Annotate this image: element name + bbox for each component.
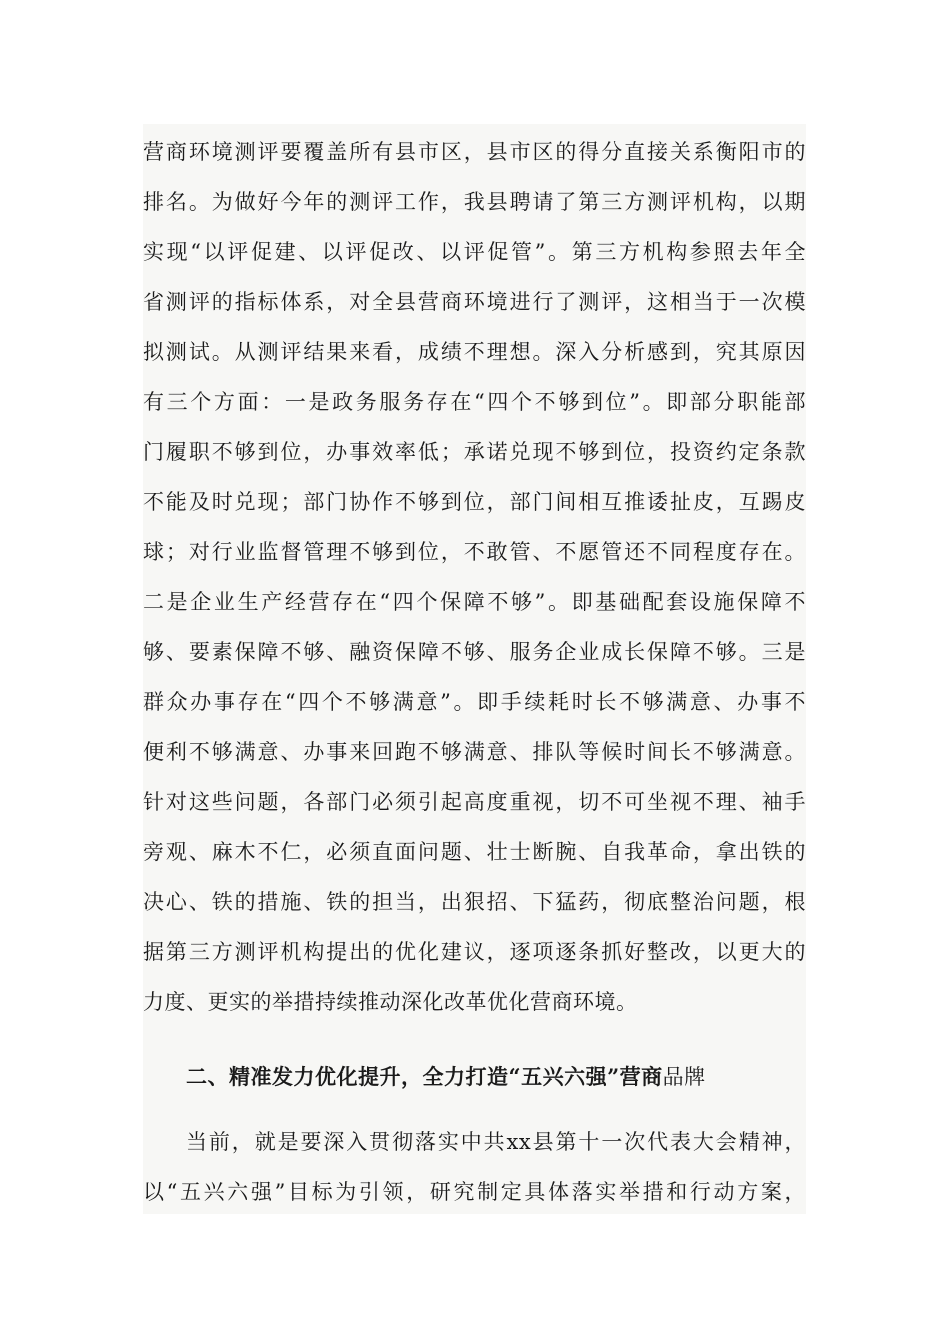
text-line: 针对这些问题，各部门必须引起高度重视，切不可坐视不理、袖手 <box>143 790 806 814</box>
text-line: 二是企业生产经营存在“四个保障不够”。即基础配套设施保障不 <box>143 590 806 614</box>
text-line: 球；对行业监督管理不够到位，不敢管、不愿管还不同程度存在。 <box>143 540 806 564</box>
text-line: 不能及时兑现；部门协作不够到位，部门间相互推诿扯皮，互踢皮 <box>143 490 806 514</box>
section-heading <box>186 1052 706 1102</box>
text-line: 有三个方面：一是政务服务存在“四个不够到位”。即部分职能部 <box>143 390 806 414</box>
text-line: 以“五兴六强”目标为引领，研究制定具体落实举措和行动方案， <box>143 1180 806 1204</box>
text-line: 便利不够满意、办事来回跑不够满意、排队等候时间长不够满意。 <box>143 740 806 764</box>
text-line: 旁观、麻木不仁，必须直面问题、壮士断腕、自我革命，拿出铁的 <box>143 840 806 864</box>
section-heading-tail: 品牌 <box>662 1065 706 1089</box>
text-line: 据第三方测评机构提出的优化建议，逐项逐条抓好整改，以更大的 <box>143 940 806 964</box>
section-heading-bold: 二、精准发力优化提升，全力打造“五兴六强”营商 <box>186 1064 663 1089</box>
text-line: 省测评的指标体系，对全县营商环境进行了测评，这相当于一次模 <box>143 290 806 314</box>
text-line: 决心、铁的措施、铁的担当，出狠招、下猛药，彻底整治问题，根 <box>143 890 806 914</box>
text-line: 拟测试。从测评结果来看，成绩不理想。深入分析感到，究其原因 <box>143 340 806 364</box>
text-line: 门履职不够到位，办事效率低；承诺兑现不够到位，投资约定条款 <box>143 440 806 464</box>
text-line: 实现“以评促建、以评促改、以评促管”。第三方机构参照去年全 <box>143 240 806 264</box>
text-line: 排名。为做好今年的测评工作，我县聘请了第三方测评机构，以期 <box>143 190 806 214</box>
text-line: 营商环境测评要覆盖所有县市区，县市区的得分直接关系衡阳市的 <box>143 140 806 164</box>
text-line: 当前，就是要深入贯彻落实中共xx县第十一次代表大会精神， <box>186 1130 806 1154</box>
text-line: 够、要素保障不够、融资保障不够、服务企业成长保障不够。三是 <box>143 640 806 664</box>
text-line: 力度、更实的举措持续推动深化改革优化营商环境。 <box>143 990 638 1014</box>
text-line: 群众办事存在“四个不够满意”。即手续耗时长不够满意、办事不 <box>143 690 806 714</box>
